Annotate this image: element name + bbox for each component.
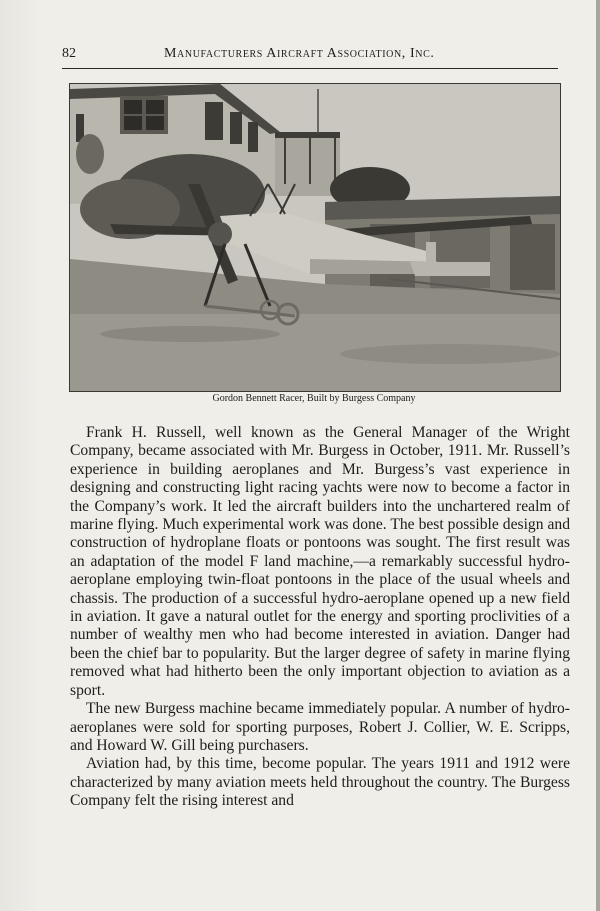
running-title: Manufacturers Aircraft Association, Inc. [164, 46, 435, 61]
page-number: 82 [62, 46, 76, 61]
body-text [70, 424, 570, 811]
aircraft-photograph [69, 83, 561, 392]
paragraph: Frank H. Russell, well known as the General Manager of the Wright Company, became associated with Mr. Burgess in October, 1911. Mr. Russell’s experience in building aeroplanes and Mr. Burgess’s vast experience in designing and constructing light racing yachts were now to become a factor in the Company’s work. It led the aircraft builders into the unchartered realm of marine flying. Much experimental work was done. The best possible design and construction of hydroplane floats or pontoons was sought. The first result was an adaptation of the model F land machine,—a remarkably successful hydro-aeroplane employing twin-float pontoons in the place of the usual wheels and chassis. The production of a successful hydro-aeroplane opened up a new field in aviation. It gave a natural outlet for the energy and sporting proclivities of a number of wealthy men who had become interested in aviation. Danger had been the chief bar to popularity. But the larger degree of safety in marine flying removed what had hitherto been the only important objection to aviation as a sport. [70, 424, 570, 699]
running-header [62, 46, 558, 69]
scan-shadow [0, 0, 40, 911]
figure-caption: Gordon Bennett Racer, Built by Burgess Company [212, 393, 416, 404]
paragraph: Aviation had, by this time, become popular. The years 1911 and 1912 were characterized by many aviation meets held throughout the country. The Burgess Company felt the rising interest and [70, 755, 570, 810]
paragraph: The new Burgess machine became immediately popular. A number of hydro-aeroplanes were sold for sporting purposes, Robert J. Collier, W. E. Scripps, and Howard W. Gill being purchasers. [70, 700, 570, 754]
page-edge [596, 0, 600, 911]
